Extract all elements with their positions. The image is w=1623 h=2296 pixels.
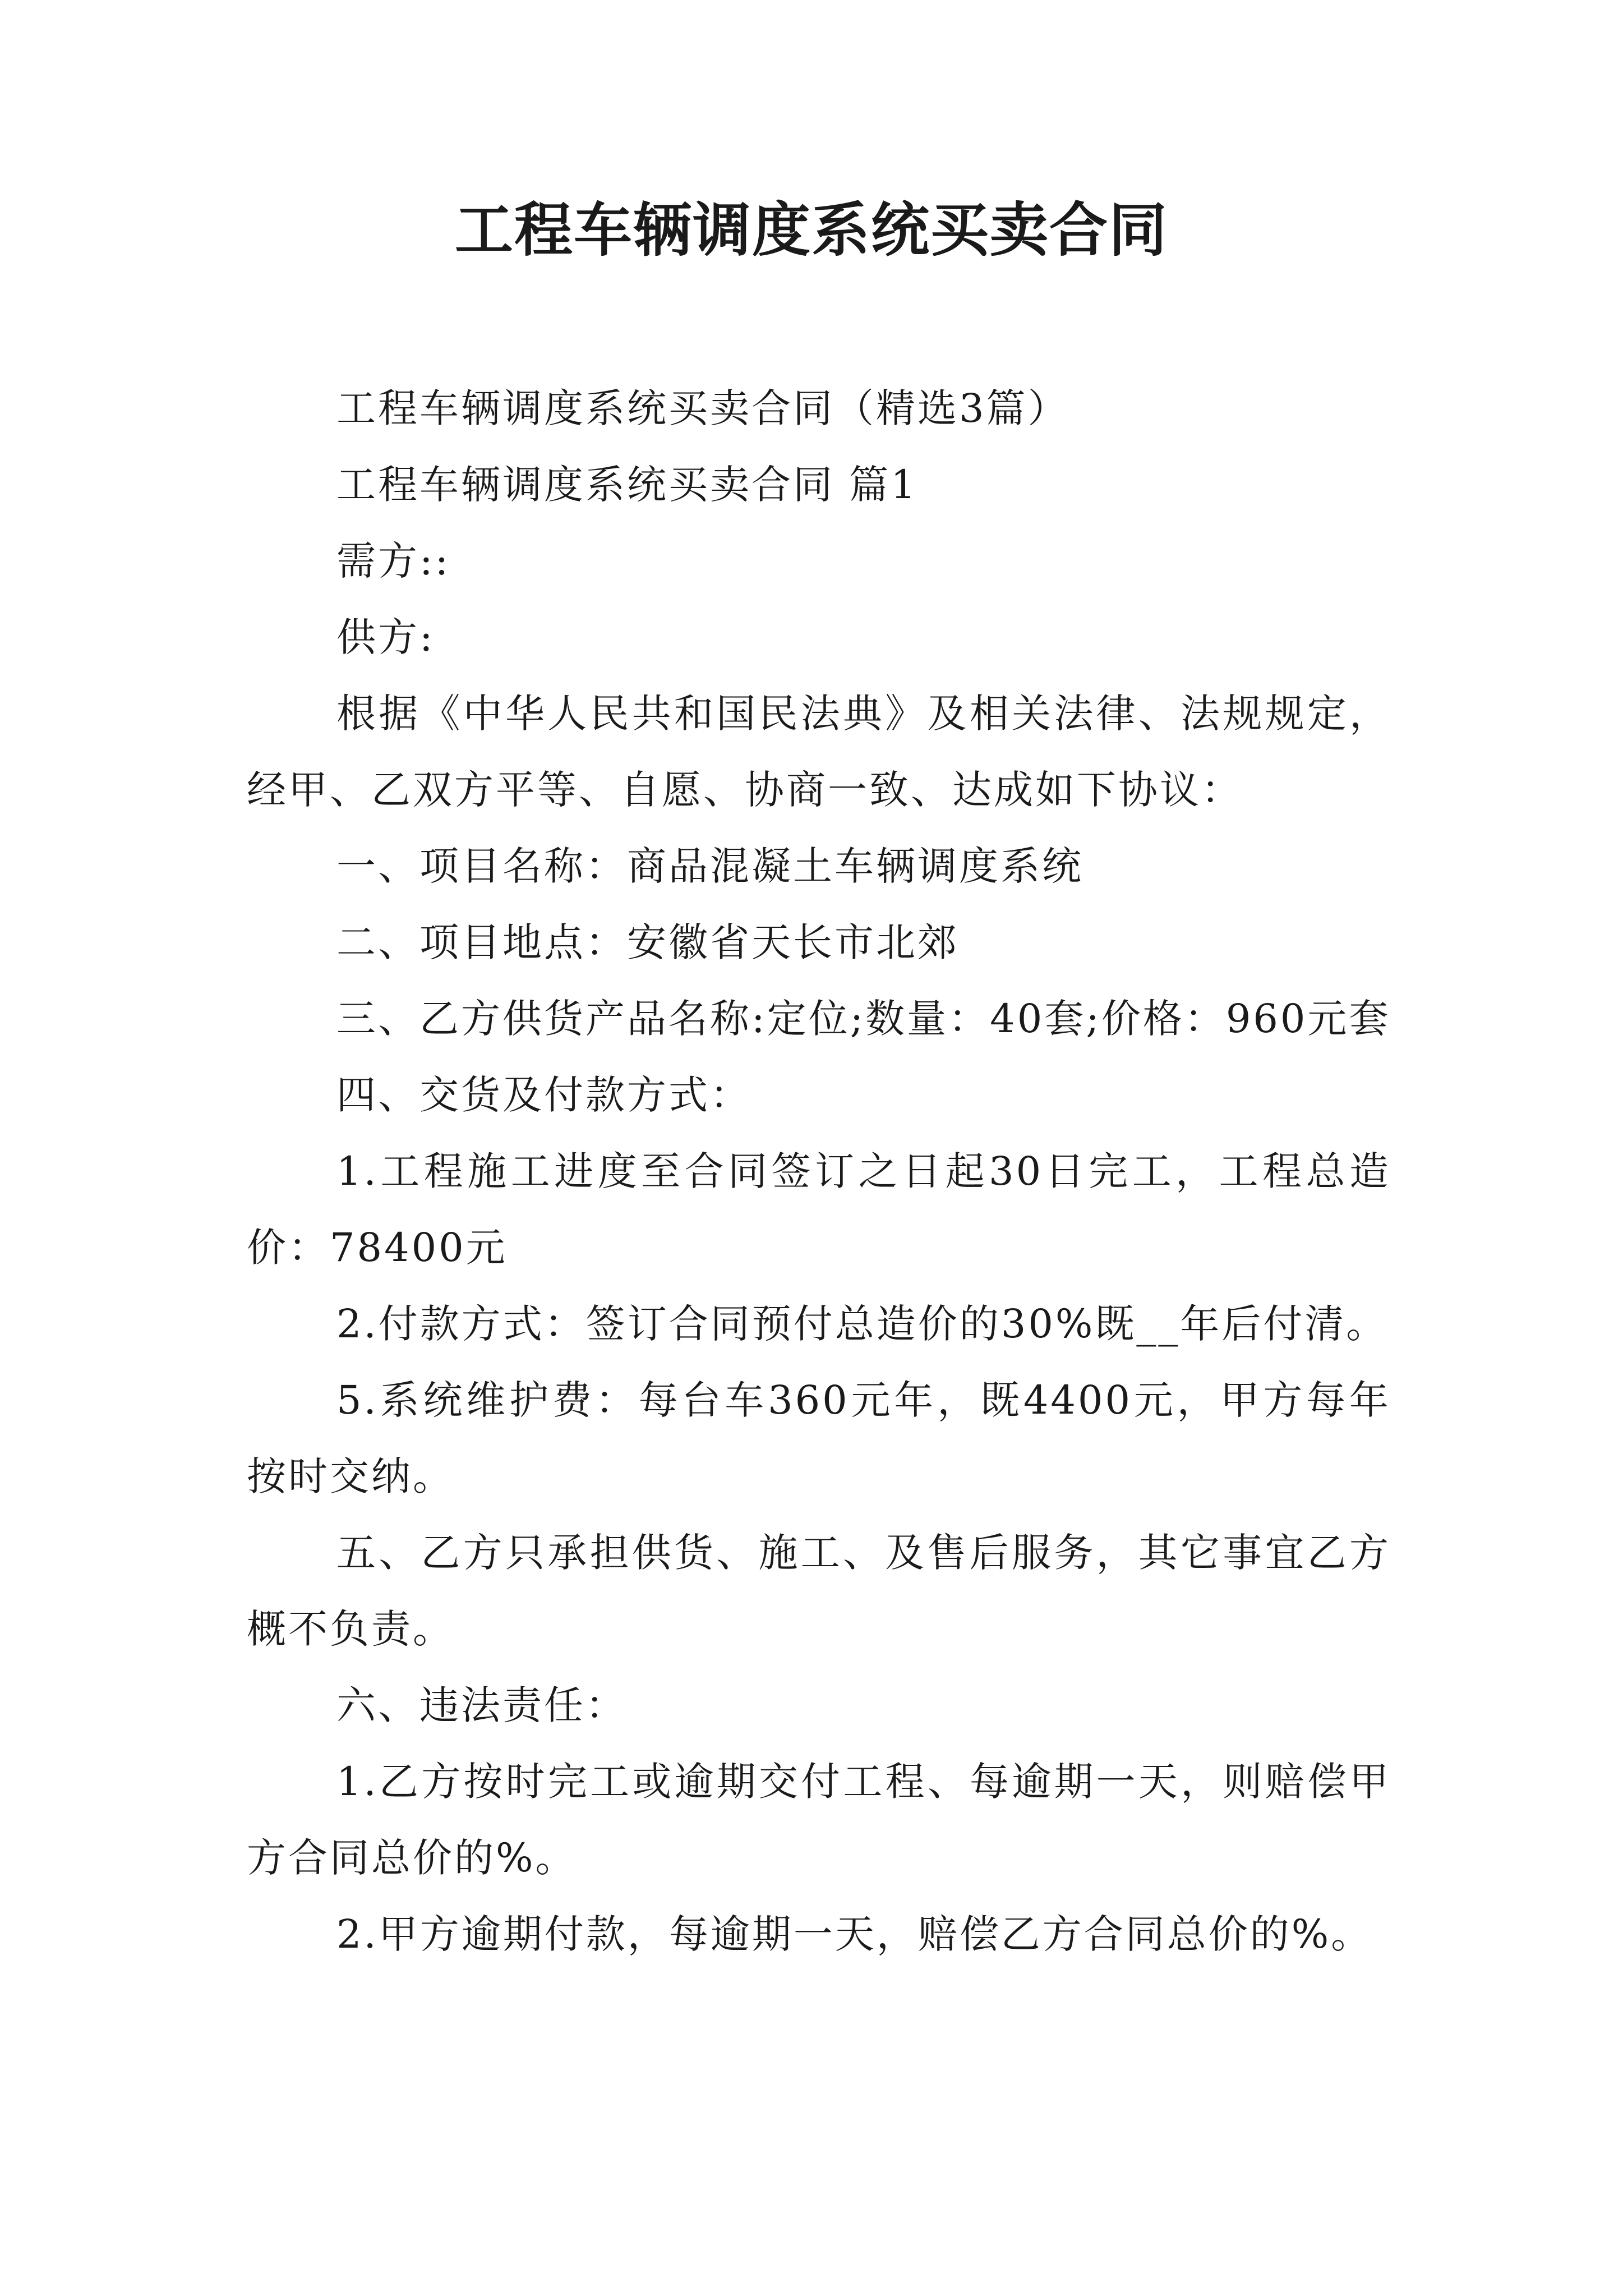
paragraph: 2.付款方式：签订合同预付总造价的30%既__年后付清。 [336,1301,1388,1347]
paragraph: 2.甲方逾期付款，每逾期一天，赔偿乙方合同总价的%。 [336,1911,1373,1957]
paragraph: 三、乙方供货产品名称:定位;数量：40套;价格：960元套 [336,996,1391,1042]
paragraph: 工程车辆调度系统买卖合同（精选3篇） [336,385,1069,431]
paragraph: 供方: [336,614,435,660]
paragraph: 需方:: [336,538,451,584]
paragraph: 5.系统维护费：每台车360元年，既4400元，甲方每年按时交纳。 [247,1377,1391,1499]
paragraph: 五、乙方只承担供货、施工、及售后服务，其它事宜乙方概不负责。 [247,1530,1391,1652]
paragraph: 根据《中华人民共和国民法典》及相关法律、法规规定，经甲、乙双方平等、自愿、协商一致、达成如下协议： [247,691,1391,813]
paragraph: 1.乙方按时完工或逾期交付工程、每逾期一天，则赔偿甲方合同总价的%。 [247,1759,1391,1881]
paragraph: 一、项目名称：商品混凝土车辆调度系统 [336,843,1083,889]
paragraph: 二、项目地点：安徽省天长市北郊 [336,919,959,965]
document-title: 工程车辆调度系统买卖合同 [454,196,1168,264]
paragraph: 工程车辆调度系统买卖合同 篇1 [336,462,918,508]
paragraph: 1.工程施工进度至合同签订之日起30日完工，工程总造价：78400元 [247,1148,1391,1271]
paragraph: 四、交货及付款方式： [336,1072,751,1118]
paragraph: 六、违法责任： [336,1682,627,1728]
document-body [247,370,1391,1972]
